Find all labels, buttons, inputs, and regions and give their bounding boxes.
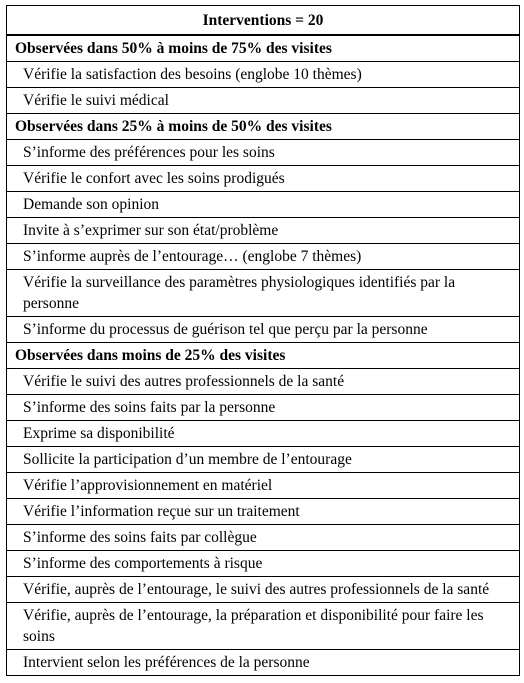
intervention-cell: Vérifie, auprès de l’entourage, la préparation et disponibilité pour faire les soins: [7, 603, 520, 650]
section-row: [7, 114, 520, 140]
intervention-cell: S’informe du processus de guérison tel que perçu par la personne: [7, 317, 520, 343]
table-row: [7, 270, 520, 317]
intervention-cell: Vérifie la surveillance des paramètres physiologiques identifiés par la personne: [7, 270, 520, 317]
table-header: Interventions = 20: [7, 6, 520, 36]
table-row: [7, 473, 520, 499]
table-row: [7, 166, 520, 192]
intervention-cell: Sollicite la participation d’un membre de l’entourage: [7, 447, 520, 473]
intervention-cell: Vérifie le suivi médical: [7, 88, 520, 114]
table-row: [7, 447, 520, 473]
table-row: [7, 140, 520, 166]
intervention-cell: Vérifie l’approvisionnement en matériel: [7, 473, 520, 499]
table-row: [7, 499, 520, 525]
intervention-cell: S’informe auprès de l’entourage… (englobe 7 thèmes): [7, 244, 520, 270]
interventions-table: [6, 5, 520, 676]
table-row: [7, 551, 520, 577]
table-header-row: [7, 6, 520, 36]
section-row: [7, 343, 520, 369]
intervention-cell: Vérifie le confort avec les soins prodigués: [7, 166, 520, 192]
section-title: Observées dans moins de 25% des visites: [7, 343, 520, 369]
table-row: [7, 650, 520, 676]
intervention-cell: Invite à s’exprimer sur son état/problème: [7, 218, 520, 244]
section-title: Observées dans 50% à moins de 75% des visites: [7, 35, 520, 62]
table-row: [7, 317, 520, 343]
intervention-cell: Exprime sa disponibilité: [7, 421, 520, 447]
table-row: [7, 395, 520, 421]
intervention-cell: Vérifie l’information reçue sur un traitement: [7, 499, 520, 525]
table-row: [7, 577, 520, 603]
intervention-cell: Demande son opinion: [7, 192, 520, 218]
section-title: Observées dans 25% à moins de 50% des visites: [7, 114, 520, 140]
intervention-cell: Vérifie, auprès de l’entourage, le suivi des autres professionnels de la santé: [7, 577, 520, 603]
intervention-cell: S’informe des comportements à risque: [7, 551, 520, 577]
table-row: [7, 525, 520, 551]
intervention-cell: S’informe des préférences pour les soins: [7, 140, 520, 166]
intervention-cell: Intervient selon les préférences de la personne: [7, 650, 520, 676]
interventions-table-body: [7, 6, 520, 676]
table-row: [7, 218, 520, 244]
section-row: [7, 35, 520, 62]
table-row: [7, 244, 520, 270]
intervention-cell: Vérifie le suivi des autres professionnels de la santé: [7, 369, 520, 395]
table-row: [7, 88, 520, 114]
table-row: [7, 62, 520, 88]
intervention-cell: S’informe des soins faits par collègue: [7, 525, 520, 551]
table-row: [7, 369, 520, 395]
intervention-cell: S’informe des soins faits par la personne: [7, 395, 520, 421]
table-row: [7, 192, 520, 218]
table-row: [7, 603, 520, 650]
intervention-cell: Vérifie la satisfaction des besoins (englobe 10 thèmes): [7, 62, 520, 88]
table-row: [7, 421, 520, 447]
